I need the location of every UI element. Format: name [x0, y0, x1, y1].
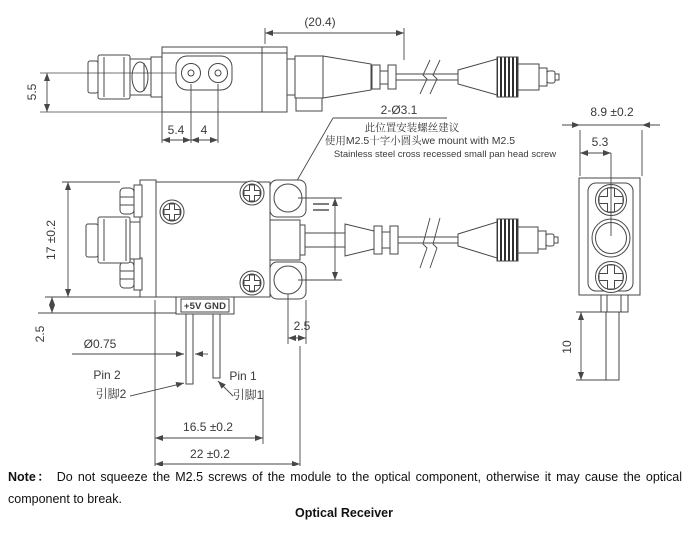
dim-hole-edge: 2.5	[293, 319, 311, 333]
dim-block-height: 2.5	[33, 325, 47, 343]
callout-hole-spec: 2-Ø3.1	[380, 103, 418, 117]
note-body: Do not squeeze the M2.5 screws of the module to the optical component, otherwise it may cause the optical component to break.	[8, 470, 682, 506]
dim-pin-offset: 5.4	[167, 123, 185, 137]
note-text	[8, 466, 682, 510]
fc-connector-top-icon	[458, 57, 559, 97]
fiber-pigtail-front-icon	[305, 218, 458, 268]
callout-en-line: Stainless steel cross recessed small pan head screw	[333, 149, 557, 160]
pin1-label: Pin 1	[229, 369, 257, 383]
top-view	[40, 28, 559, 143]
dim-top-height: 5.5	[25, 83, 39, 101]
note-label: Note：	[8, 470, 52, 484]
pin-2	[186, 314, 193, 384]
module-body-top	[40, 47, 322, 112]
side-view	[562, 125, 660, 380]
pin2-label-cn: 引脚2	[95, 387, 127, 401]
pin2-label: Pin 2	[93, 368, 121, 382]
dim-pin-pitch: 4	[200, 123, 208, 137]
dim-side-leg: 10	[560, 340, 574, 354]
module-body-side	[579, 178, 640, 380]
dim-boot-length: (20.4)	[304, 15, 336, 29]
dim-pin-diameter: Ø0.75	[83, 337, 117, 351]
dim-total-width: 22 ±0.2	[190, 447, 230, 461]
power-label: +5V GND	[183, 301, 227, 312]
fc-connector-front-icon	[458, 219, 558, 261]
module-body-front	[156, 181, 270, 297]
dim-front-height: 17 ±0.2	[44, 220, 58, 260]
rf-connector-front-icon	[86, 217, 140, 263]
dim-side-hole-center: 5.3	[591, 135, 609, 149]
pin1-label-cn: 引脚1	[232, 388, 264, 402]
callout-cn-line1: 此位置安装螺丝建议	[364, 122, 460, 134]
dim-side-width: 8.9 ±0.2	[590, 105, 634, 119]
page-title: Optical Receiver	[295, 506, 393, 520]
rf-connector-top-icon	[88, 55, 162, 99]
side-leg	[606, 312, 619, 380]
callout-cn-line2: 使用M2.5十字小圆头we mount with M2.5	[324, 135, 516, 147]
fiber-pigtail-top-icon	[287, 56, 460, 98]
dim-pin-span: 16.5 ±0.2	[183, 420, 233, 434]
pin-1	[213, 314, 220, 378]
